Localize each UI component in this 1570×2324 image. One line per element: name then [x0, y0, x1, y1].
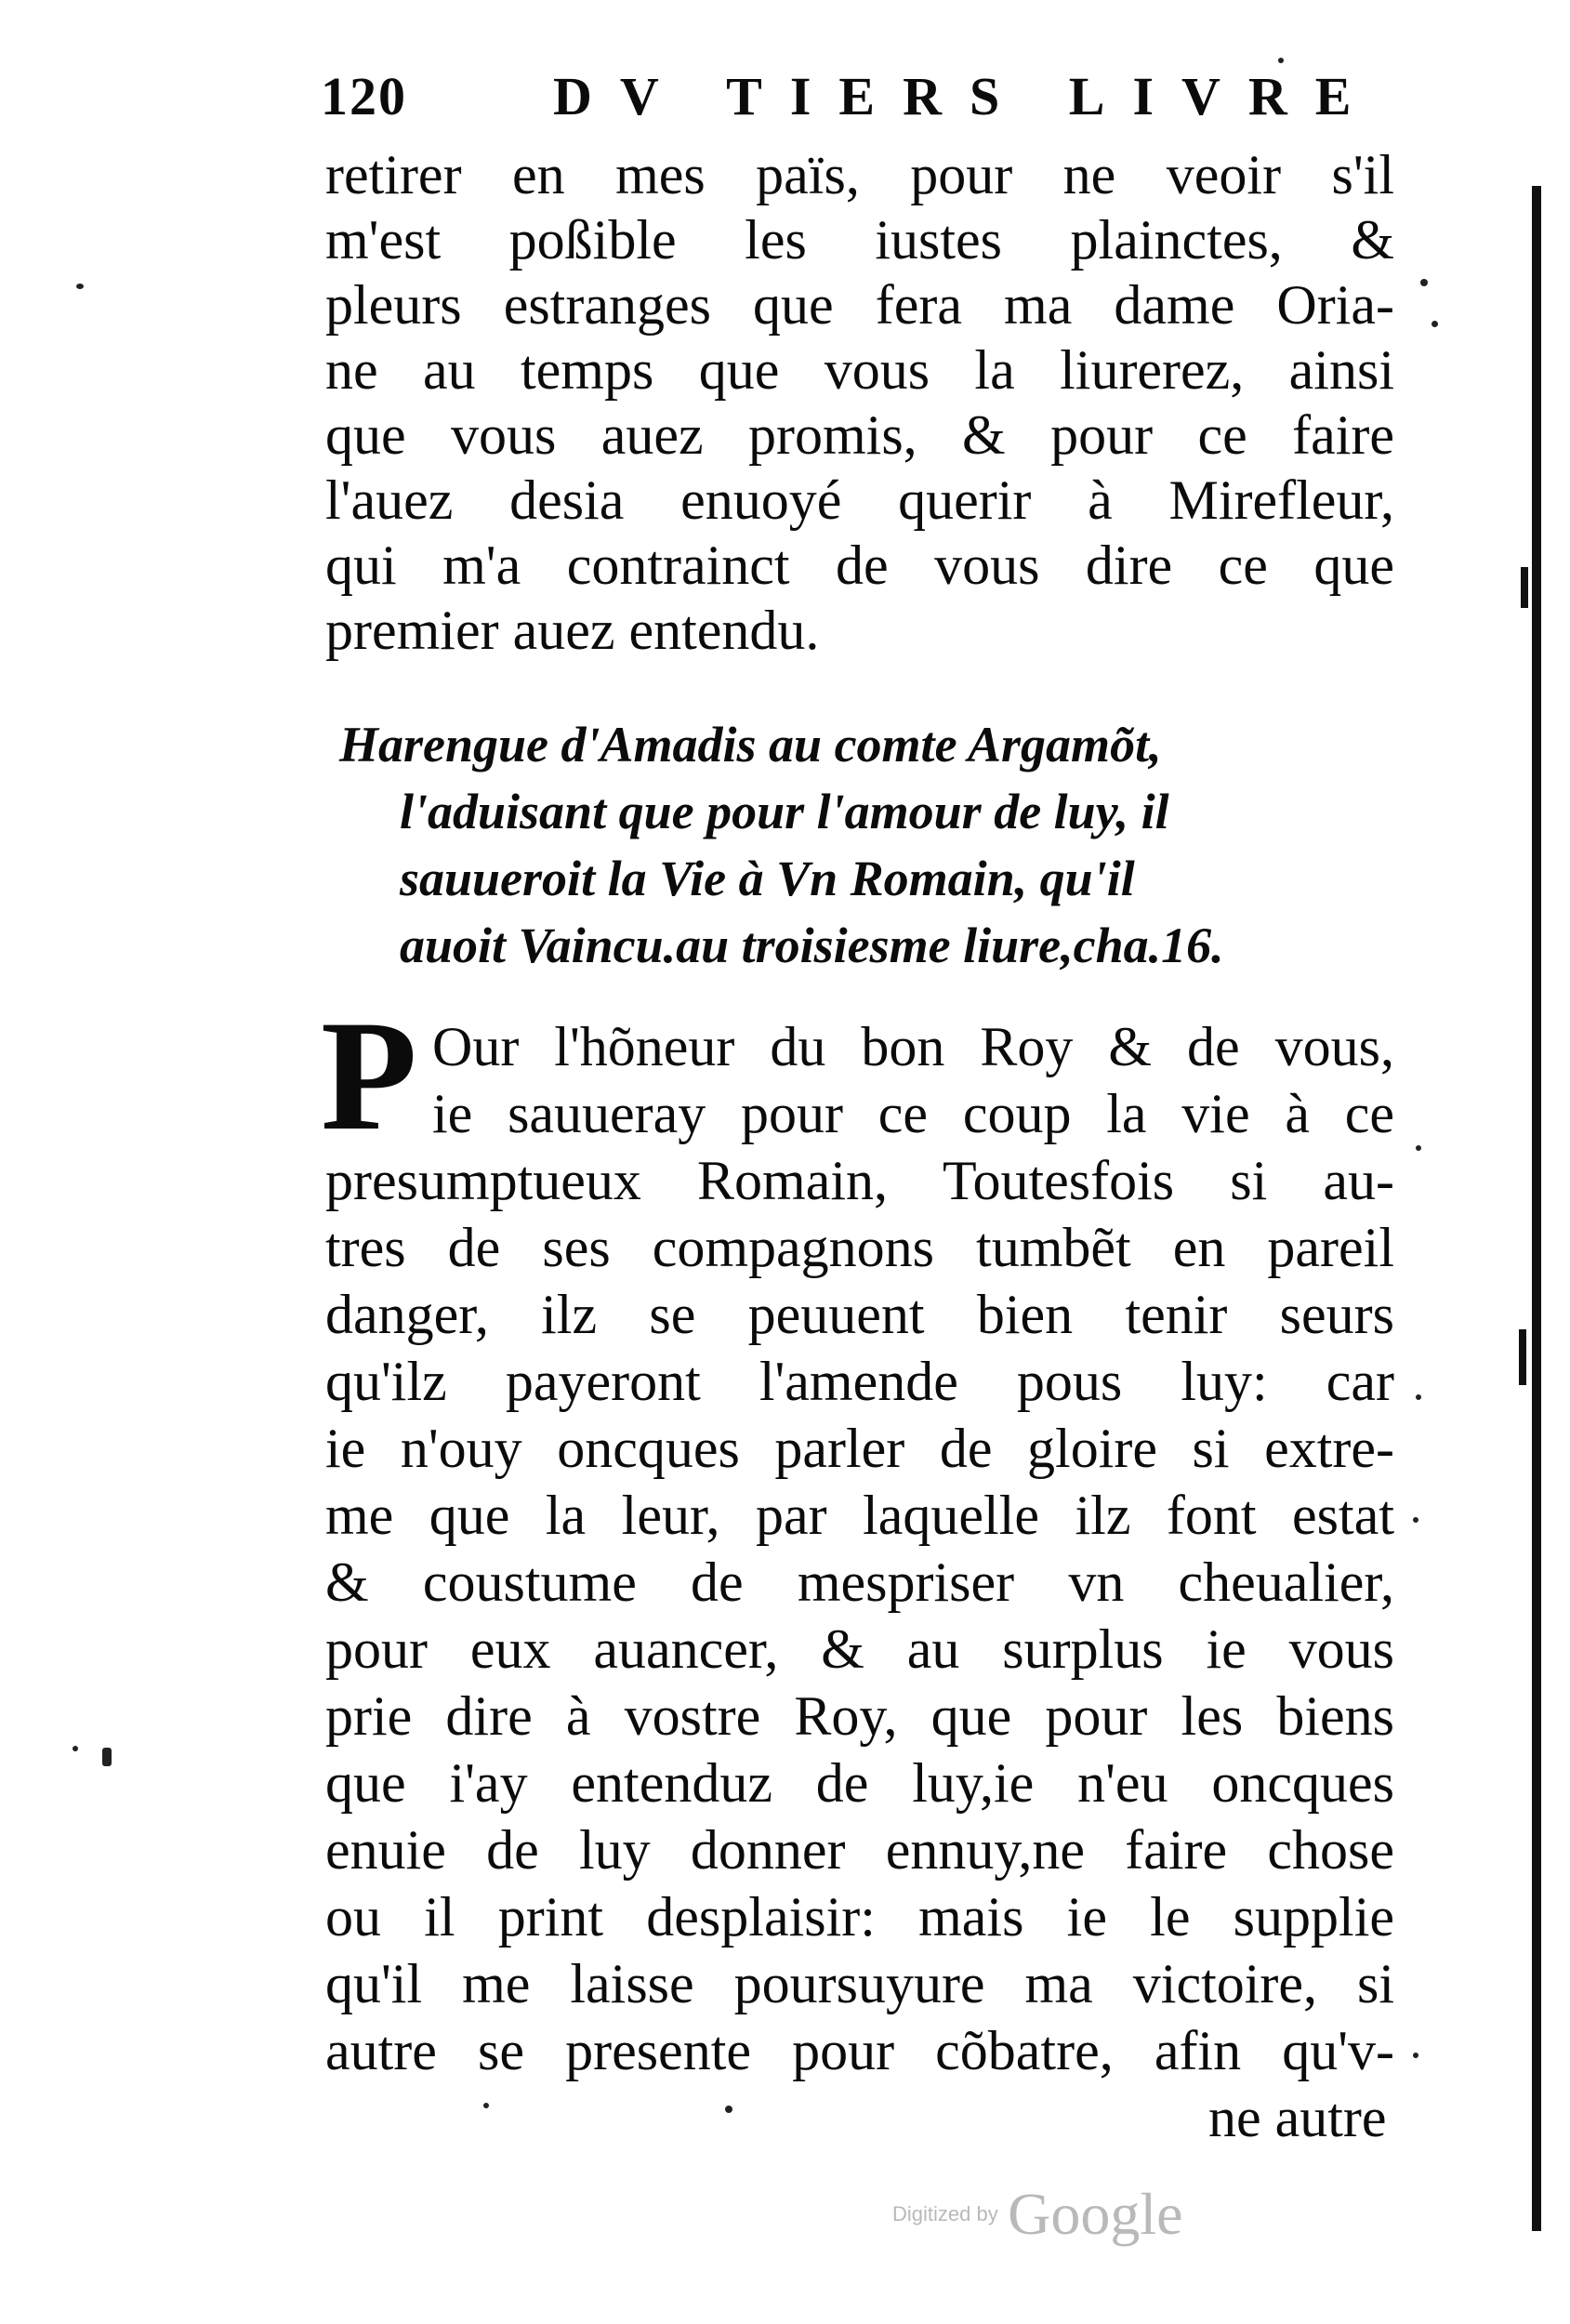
text-line: qu'ilz payeront l'amende pous luy: car [325, 1351, 1394, 1412]
catchword: ne autre [1208, 2087, 1387, 2148]
text-line: qu'il me laisse poursuyure ma victoire, si [325, 1953, 1394, 2014]
ink-speck [1416, 1145, 1421, 1151]
text-line: pleurs estranges que fera ma dame Oria- [325, 274, 1394, 336]
text-line: que vous auez promis, & pour ce faire [325, 404, 1394, 466]
ink-speck [1431, 321, 1438, 327]
text-line: presumptueux Romain, Toutesfois si au- [325, 1150, 1394, 1211]
ink-speck [1413, 1517, 1418, 1523]
heading-line: l'aduisant que pour l'amour de luy, il [400, 784, 1169, 839]
page-number: 120 [321, 66, 407, 126]
page-edge-rule [1532, 186, 1541, 2231]
text-line: retirer en mes païs, pour ne veoir s'il [325, 144, 1394, 205]
text-line: tres de ses compagnons tumbẽt en pareil [325, 1217, 1394, 1278]
ink-speck [1413, 2053, 1418, 2058]
ink-speck [1420, 279, 1428, 286]
ink-speck [1278, 58, 1284, 63]
digitization-watermark [892, 2180, 1183, 2249]
text-line: & coustume de mespriser vn cheualier, [325, 1552, 1394, 1613]
running-title: DV TIERS LIVRE [553, 66, 1379, 126]
text-line: qui m'a contrainct de vous dire ce que [325, 535, 1394, 596]
heading-line: sauueroit la Vie à Vn Romain, qu'il [400, 851, 1135, 906]
watermark-prefix: Digitized by [892, 2202, 998, 2225]
heading-line: Harengue d'Amadis au comte Argamõt, [339, 717, 1162, 772]
text-line: que i'ay entenduz de luy,ie n'eu oncques [325, 1752, 1394, 1814]
text-line: danger, ilz se peuuent bien tenir seurs [325, 1284, 1394, 1345]
page-edge-mark [1521, 567, 1528, 608]
ink-speck [73, 1746, 78, 1751]
ink-speck [76, 284, 84, 289]
running-header [321, 65, 1379, 139]
ink-speck [102, 1748, 112, 1766]
text-line: pour eux auancer, & au surplus ie vous [325, 1618, 1394, 1680]
ink-speck [1416, 1394, 1421, 1400]
text-line: ne au temps que vous la liurerez, ainsi [325, 339, 1394, 401]
ink-speck [483, 2103, 489, 2108]
text-line: me que la leur, par laquelle ilz font estat [325, 1485, 1394, 1546]
text-line: autre se presente pour cõbatre, afin qu'v- [325, 2020, 1394, 2081]
text-line: enuie de luy donner ennuy,ne faire chose [325, 1819, 1394, 1881]
page-edge-mark [1519, 1329, 1526, 1385]
text-line: ie n'ouy oncques parler de gloire si extre- [325, 1418, 1394, 1479]
drop-capital: P [321, 988, 417, 1163]
text-line: ou il print desplaisir: mais ie le supplie [325, 1886, 1394, 1948]
watermark-brand: Google [1008, 2181, 1183, 2247]
text-line: Our l'hõneur du bon Roy & de vous, [432, 1016, 1394, 1077]
text-line: m'est poßible les iustes plainctes, & [325, 209, 1394, 271]
heading-line: auoit Vaincu.au troisiesme liure,cha.16. [400, 918, 1224, 973]
ink-speck [725, 2106, 732, 2113]
text-line: prie dire à vostre Roy, que pour les biens [325, 1685, 1394, 1747]
text-line: ie sauueray pour ce coup la vie à ce [432, 1083, 1394, 1144]
text-line: l'auez desia enuoyé querir à Mirefleur, [325, 469, 1394, 531]
text-line: premier auez entendu. [325, 600, 820, 661]
